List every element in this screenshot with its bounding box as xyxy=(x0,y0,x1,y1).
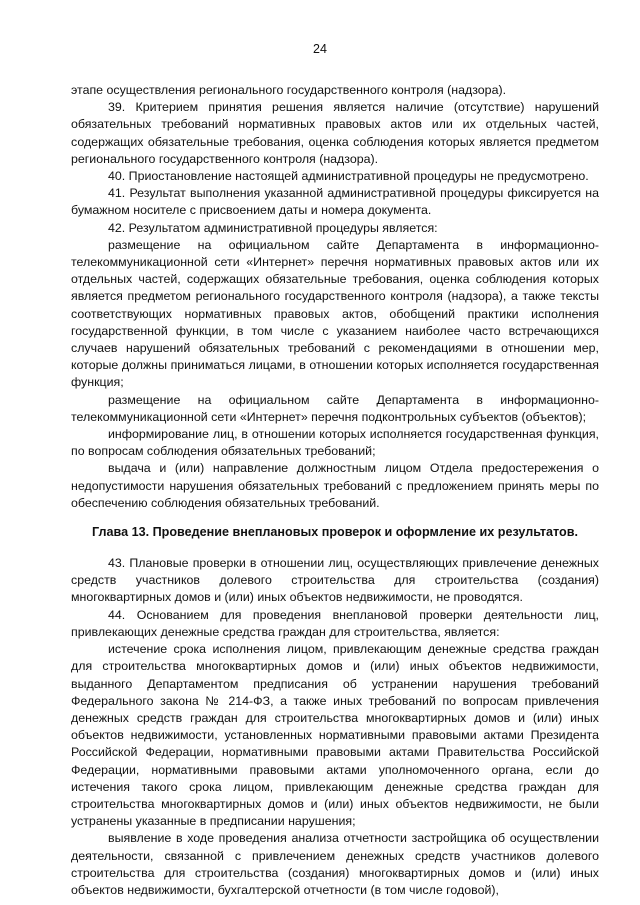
paragraph: 39. Критерием принятия решения является наличие (отсутствие) нарушений обязательных требований нормативных правовых актов или их отдельных частей, содержащих обязательные требования, оценка соблюдения которых является предметом регионального государственного контроля (надзора). xyxy=(71,100,599,166)
chapter-heading: Глава 13. Проведение внеплановых проверок и оформление их результатов. xyxy=(92,525,578,540)
paragraph: истечение срока исполнения лицом, привлекающим денежные средства граждан для строительства многоквартирных домов и (или) иных объектов недвижимости, выданного Департаментом предписания об устранении нарушения требований Федерального закона № 214-ФЗ, а также иных требований по вопросам привлечения денежных средств граждан для строительства многоквартирных домов и (или) иных объектов недвижимости, установленных нормативными правовыми актами Президента Российской Федерации, нормативными правовыми актами Правительства Российской Федерации, нормативными правовыми актами уполномоченного органа, если до истечения такого срока лицом, привлекающим денежные средства граждан для строительства многоквартирных домов и (или) иных объектов недвижимости, не были устранены указанные в предписании нарушения; xyxy=(71,642,599,829)
paragraph: выявление в ходе проведения анализа отчетности застройщика об осуществлении деятельности, связанной с привлечением денежных средств участников долевого строительства для строительства (создания) многоквартирных домов и (или) иных объектов недвижимости, бухгалтерской отчетности (в том числе годовой), xyxy=(71,831,599,897)
paragraph: 42. Результатом административной процедуры является: xyxy=(108,220,438,235)
paragraph: этапе осуществления регионального государственного контроля (надзора). xyxy=(71,83,507,97)
paragraph: размещение на официальном сайте Департамента в информационно-телекоммуникационной сети «Интернет» перечня подконтрольных субъектов (объектов); xyxy=(71,392,599,424)
paragraph: 43. Плановые проверки в отношении лиц, осуществляющих привлечение денежных средств участников долевого строительства для строительства (создания) многоквартирных домов и (или) иных объектов недвижимости, не проводятся. xyxy=(71,556,599,605)
paragraph: выдача и (или) направление должностным лицом Отдела предостережения о недопустимости нарушения обязательных требований с предложением принять меры по обеспечению соблюдения обязательных требований. xyxy=(71,461,599,510)
paragraphs-before-heading xyxy=(71,82,599,512)
page-number: 24 xyxy=(313,42,327,56)
paragraph: 40. Приостановление настоящей административной процедуры не предусмотрено. xyxy=(108,169,589,184)
document-body xyxy=(71,82,599,899)
paragraph: информирование лиц, в отношении которых исполняется государственная функция, по вопросам соблюдения обязательных требований; xyxy=(71,427,599,459)
paragraph: размещение на официальном сайте Департамента в информационно-телекоммуникационной сети «Интернет» перечня нормативных правовых актов или их отдельных частей, содержащих обязательные требования, оценка соблюдения которых является предметом регионального государственного контроля (надзора), а также тексты соответствующих нормативных правовых актов, обобщений практики исполнения государственной функции, в том числе с указанием наиболее часто встречающихся случаев нарушений обязательных требований с рекомендациями в отношении мер, которые должны приниматься лицами, в отношении которых исполняется государственная функция; xyxy=(71,237,599,390)
paragraphs-after-heading xyxy=(71,555,599,899)
paragraph: 41. Результат выполнения указанной административной процедуры фиксируется на бумажном носителе с присвоением даты и номера документа. xyxy=(71,186,599,218)
paragraph: 44. Основанием для проведения внеплановой проверки деятельности лиц, привлекающих денежные средства граждан для строительства, является: xyxy=(71,607,599,639)
